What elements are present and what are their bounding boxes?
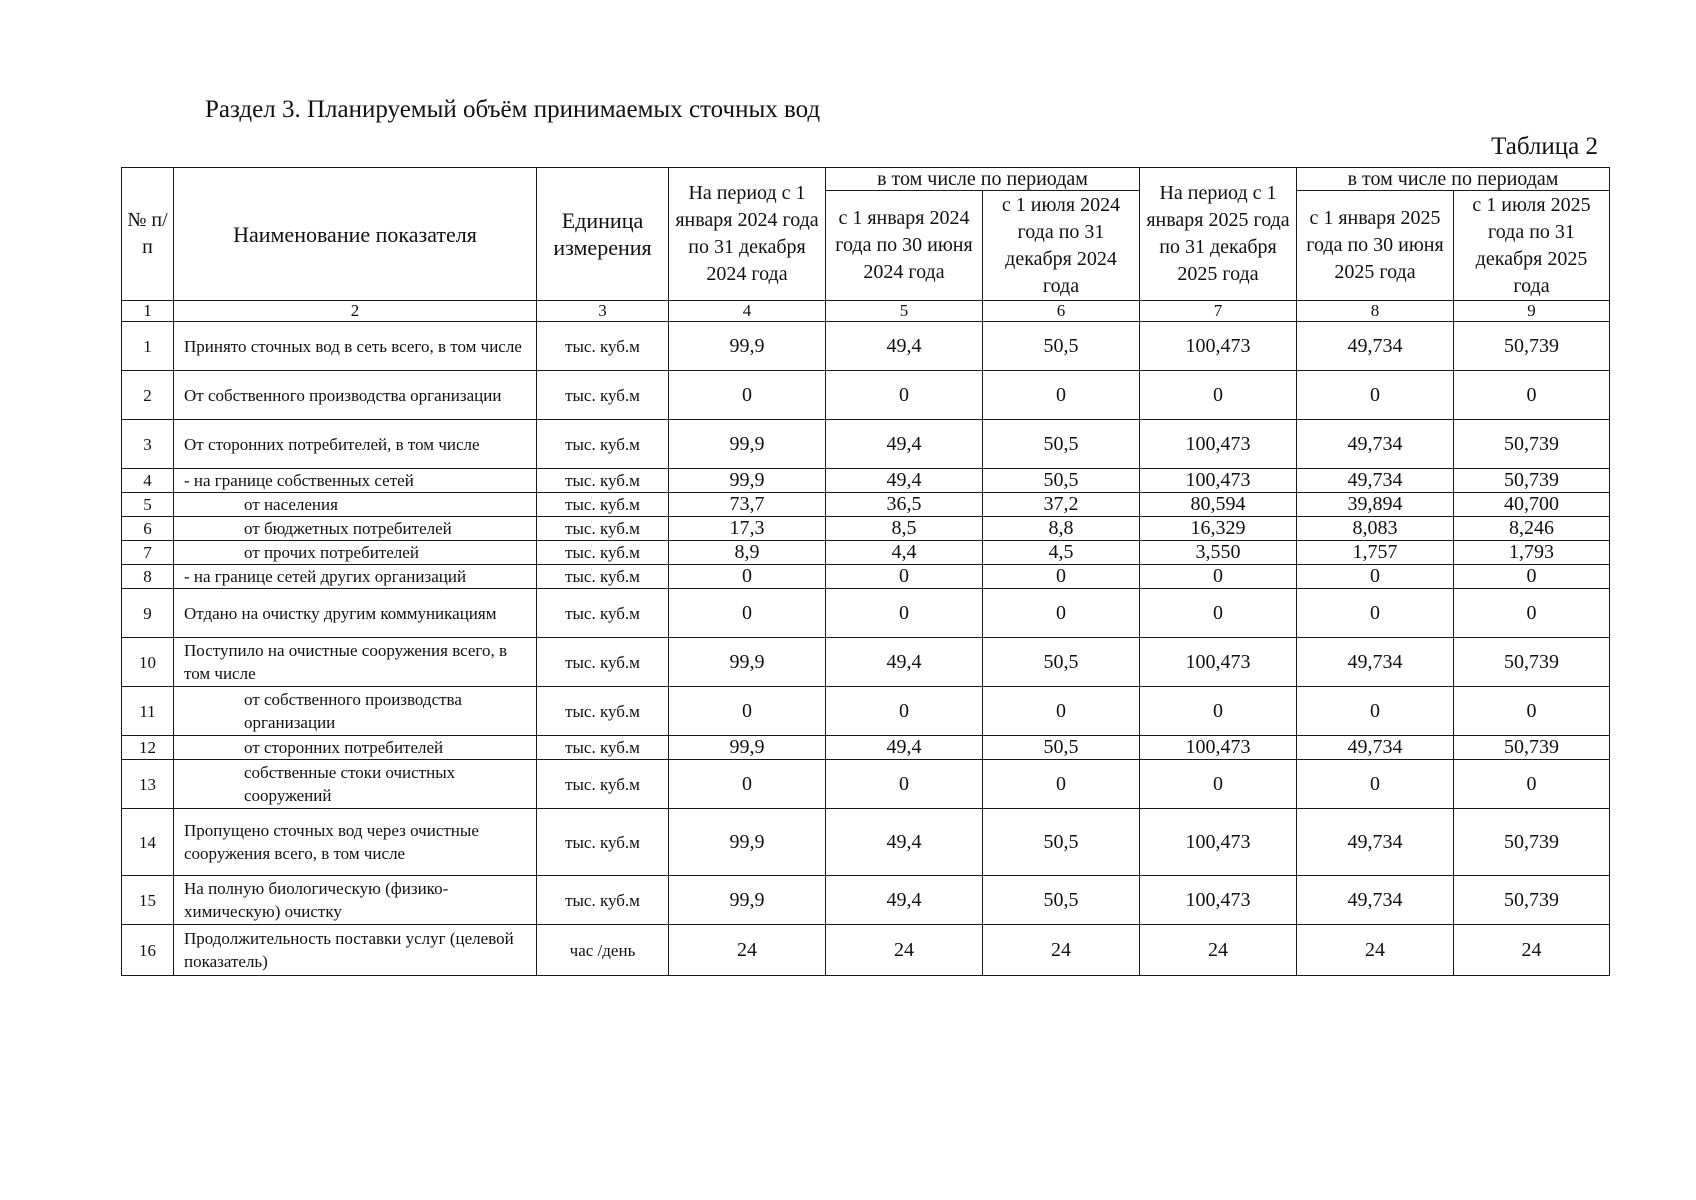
value-cell: 8,5: [826, 517, 983, 541]
value-cell: 100,473: [1140, 876, 1297, 925]
value-cell: 100,473: [1140, 469, 1297, 493]
header-incl-2024: в том числе по периодам: [826, 168, 1140, 191]
value-cell: 0: [669, 371, 826, 420]
row-number: 3: [122, 420, 174, 469]
indicator-name: На полную биологическую (физико-химическую) очистку: [174, 876, 537, 925]
value-cell: 37,2: [983, 493, 1140, 517]
indicator-name: Продолжительность поставки услуг (целевой показатель): [174, 925, 537, 976]
table-row: [122, 687, 1610, 736]
header-h2-2025: с 1 июля 2025 года по 31 декабря 2025 года: [1454, 191, 1610, 301]
column-number: 1: [122, 301, 174, 322]
value-cell: 40,700: [1454, 493, 1610, 517]
value-cell: 49,4: [826, 469, 983, 493]
value-cell: 50,5: [983, 420, 1140, 469]
value-cell: 49,4: [826, 809, 983, 876]
value-cell: 49,734: [1297, 876, 1454, 925]
value-cell: 0: [1297, 760, 1454, 809]
table-row: [122, 809, 1610, 876]
value-cell: 0: [669, 565, 826, 589]
value-cell: 0: [1297, 687, 1454, 736]
value-cell: 16,329: [1140, 517, 1297, 541]
value-cell: 50,739: [1454, 469, 1610, 493]
indicator-name: от бюджетных потребителей: [174, 517, 537, 541]
value-cell: 4,5: [983, 541, 1140, 565]
value-cell: 50,5: [983, 638, 1140, 687]
value-cell: 50,739: [1454, 876, 1610, 925]
value-cell: 49,4: [826, 420, 983, 469]
column-number: 6: [983, 301, 1140, 322]
header-h2-2024: с 1 июля 2024 года по 31 декабря 2024 года: [983, 191, 1140, 301]
value-cell: 50,5: [983, 809, 1140, 876]
value-cell: 24: [1454, 925, 1610, 976]
value-cell: 50,739: [1454, 736, 1610, 760]
value-cell: 0: [1297, 565, 1454, 589]
value-cell: 50,739: [1454, 638, 1610, 687]
value-cell: 0: [1454, 687, 1610, 736]
value-cell: 49,734: [1297, 736, 1454, 760]
value-cell: 1,793: [1454, 541, 1610, 565]
header-num: № п/п: [122, 168, 174, 301]
unit-cell: тыс. куб.м: [537, 809, 669, 876]
value-cell: 0: [826, 687, 983, 736]
value-cell: 100,473: [1140, 420, 1297, 469]
value-cell: 99,9: [669, 736, 826, 760]
value-cell: 73,7: [669, 493, 826, 517]
unit-cell: тыс. куб.м: [537, 493, 669, 517]
value-cell: 99,9: [669, 638, 826, 687]
value-cell: 0: [826, 589, 983, 638]
table-row: [122, 876, 1610, 925]
value-cell: 3,550: [1140, 541, 1297, 565]
unit-cell: тыс. куб.м: [537, 687, 669, 736]
indicator-name: Пропущено сточных вод через очистные сооружения всего, в том числе: [174, 809, 537, 876]
value-cell: 24: [826, 925, 983, 976]
unit-cell: тыс. куб.м: [537, 638, 669, 687]
value-cell: 8,083: [1297, 517, 1454, 541]
value-cell: 0: [1140, 589, 1297, 638]
value-cell: 80,594: [1140, 493, 1297, 517]
indicator-name: Принято сточных вод в сеть всего, в том числе: [174, 322, 537, 371]
unit-cell: тыс. куб.м: [537, 541, 669, 565]
table-row: [122, 469, 1610, 493]
value-cell: 24: [1140, 925, 1297, 976]
value-cell: 99,9: [669, 469, 826, 493]
row-number: 8: [122, 565, 174, 589]
row-number: 2: [122, 371, 174, 420]
unit-cell: тыс. куб.м: [537, 876, 669, 925]
header-incl-2025: в том числе по периодам: [1297, 168, 1610, 191]
value-cell: 0: [826, 371, 983, 420]
value-cell: 0: [669, 687, 826, 736]
value-cell: 50,5: [983, 736, 1140, 760]
value-cell: 17,3: [669, 517, 826, 541]
table-row: [122, 589, 1610, 638]
value-cell: 50,5: [983, 322, 1140, 371]
value-cell: 0: [669, 589, 826, 638]
indicator-name: Отдано на очистку другим коммуникациям: [174, 589, 537, 638]
table-row: [122, 736, 1610, 760]
value-cell: 0: [1140, 565, 1297, 589]
table-row: [122, 420, 1610, 469]
unit-cell: час /день: [537, 925, 669, 976]
indicator-name: от населения: [174, 493, 537, 517]
table-row: [122, 517, 1610, 541]
header-h1-2025: с 1 января 2025 года по 30 июня 2025 года: [1297, 191, 1454, 301]
value-cell: 100,473: [1140, 322, 1297, 371]
row-number: 15: [122, 876, 174, 925]
row-number: 14: [122, 809, 174, 876]
value-cell: 24: [1297, 925, 1454, 976]
unit-cell: тыс. куб.м: [537, 565, 669, 589]
column-number-row: [122, 301, 1610, 322]
row-number: 1: [122, 322, 174, 371]
column-number: 9: [1454, 301, 1610, 322]
indicator-name: - на границе сетей других организаций: [174, 565, 537, 589]
row-number: 16: [122, 925, 174, 976]
value-cell: 8,9: [669, 541, 826, 565]
row-number: 7: [122, 541, 174, 565]
value-cell: 0: [1297, 589, 1454, 638]
table-row: [122, 493, 1610, 517]
table-row: [122, 565, 1610, 589]
value-cell: 8,8: [983, 517, 1140, 541]
unit-cell: тыс. куб.м: [537, 322, 669, 371]
value-cell: 50,739: [1454, 420, 1610, 469]
unit-cell: тыс. куб.м: [537, 517, 669, 541]
value-cell: 49,4: [826, 876, 983, 925]
value-cell: 100,473: [1140, 809, 1297, 876]
value-cell: 8,246: [1454, 517, 1610, 541]
value-cell: 49,734: [1297, 469, 1454, 493]
row-number: 4: [122, 469, 174, 493]
value-cell: 49,734: [1297, 809, 1454, 876]
unit-cell: тыс. куб.м: [537, 736, 669, 760]
value-cell: 100,473: [1140, 736, 1297, 760]
value-cell: 0: [1140, 371, 1297, 420]
value-cell: 1,757: [1297, 541, 1454, 565]
indicator-name: От собственного производства организации: [174, 371, 537, 420]
header-period-2025: На период с 1 января 2025 года по 31 декабря 2025 года: [1140, 168, 1297, 301]
value-cell: 0: [983, 760, 1140, 809]
value-cell: 0: [1140, 760, 1297, 809]
column-number: 3: [537, 301, 669, 322]
section-title: Раздел 3. Планируемый объём принимаемых сточных вод: [205, 96, 821, 123]
row-number: 13: [122, 760, 174, 809]
header-name: Наименование показателя: [174, 168, 537, 301]
column-number: 4: [669, 301, 826, 322]
table-row: [122, 925, 1610, 976]
value-cell: 36,5: [826, 493, 983, 517]
value-cell: 49,4: [826, 638, 983, 687]
value-cell: 49,4: [826, 736, 983, 760]
value-cell: 0: [826, 760, 983, 809]
value-cell: 0: [1454, 565, 1610, 589]
value-cell: 39,894: [1297, 493, 1454, 517]
value-cell: 0: [826, 565, 983, 589]
row-number: 9: [122, 589, 174, 638]
value-cell: 50,5: [983, 876, 1140, 925]
unit-cell: тыс. куб.м: [537, 420, 669, 469]
header-h1-2024: с 1 января 2024 года по 30 июня 2024 года: [826, 191, 983, 301]
indicator-name: от собственного производства организации: [174, 687, 537, 736]
indicator-name: от прочих потребителей: [174, 541, 537, 565]
table-row: [122, 638, 1610, 687]
row-number: 11: [122, 687, 174, 736]
value-cell: 0: [1140, 687, 1297, 736]
value-cell: 24: [983, 925, 1140, 976]
value-cell: 0: [1454, 589, 1610, 638]
value-cell: 0: [1454, 371, 1610, 420]
column-number: 5: [826, 301, 983, 322]
row-number: 5: [122, 493, 174, 517]
value-cell: 0: [983, 589, 1140, 638]
value-cell: 4,4: [826, 541, 983, 565]
value-cell: 100,473: [1140, 638, 1297, 687]
indicator-name: - на границе собственных сетей: [174, 469, 537, 493]
value-cell: 50,739: [1454, 809, 1610, 876]
table-row: [122, 541, 1610, 565]
value-cell: 24: [669, 925, 826, 976]
indicator-name: Поступило на очистные сооружения всего, в том числе: [174, 638, 537, 687]
unit-cell: тыс. куб.м: [537, 760, 669, 809]
header-period-2024: На период с 1 января 2024 года по 31 декабря 2024 года: [669, 168, 826, 301]
row-number: 12: [122, 736, 174, 760]
value-cell: 50,739: [1454, 322, 1610, 371]
table-body: [122, 322, 1610, 976]
value-cell: 49,734: [1297, 322, 1454, 371]
value-cell: 50,5: [983, 469, 1140, 493]
indicator-name: собственные стоки очистных сооружений: [174, 760, 537, 809]
value-cell: 49,734: [1297, 638, 1454, 687]
value-cell: 0: [1297, 371, 1454, 420]
header-unit: Единица измерения: [537, 168, 669, 301]
value-cell: 0: [669, 760, 826, 809]
value-cell: 99,9: [669, 322, 826, 371]
water-volume-table: [121, 167, 1610, 976]
table-row: [122, 371, 1610, 420]
unit-cell: тыс. куб.м: [537, 469, 669, 493]
column-number: 8: [1297, 301, 1454, 322]
value-cell: 99,9: [669, 420, 826, 469]
unit-cell: тыс. куб.м: [537, 371, 669, 420]
row-number: 10: [122, 638, 174, 687]
table-label: Таблица 2: [1491, 133, 1598, 160]
column-number: 2: [174, 301, 537, 322]
value-cell: 0: [983, 565, 1140, 589]
value-cell: 99,9: [669, 876, 826, 925]
table-row: [122, 760, 1610, 809]
value-cell: 0: [983, 687, 1140, 736]
indicator-name: От сторонних потребителей, в том числе: [174, 420, 537, 469]
value-cell: 0: [983, 371, 1140, 420]
value-cell: 49,734: [1297, 420, 1454, 469]
column-number: 7: [1140, 301, 1297, 322]
value-cell: 49,4: [826, 322, 983, 371]
value-cell: 0: [1454, 760, 1610, 809]
indicator-name: от сторонних потребителей: [174, 736, 537, 760]
value-cell: 99,9: [669, 809, 826, 876]
unit-cell: тыс. куб.м: [537, 589, 669, 638]
table-row: [122, 322, 1610, 371]
row-number: 6: [122, 517, 174, 541]
